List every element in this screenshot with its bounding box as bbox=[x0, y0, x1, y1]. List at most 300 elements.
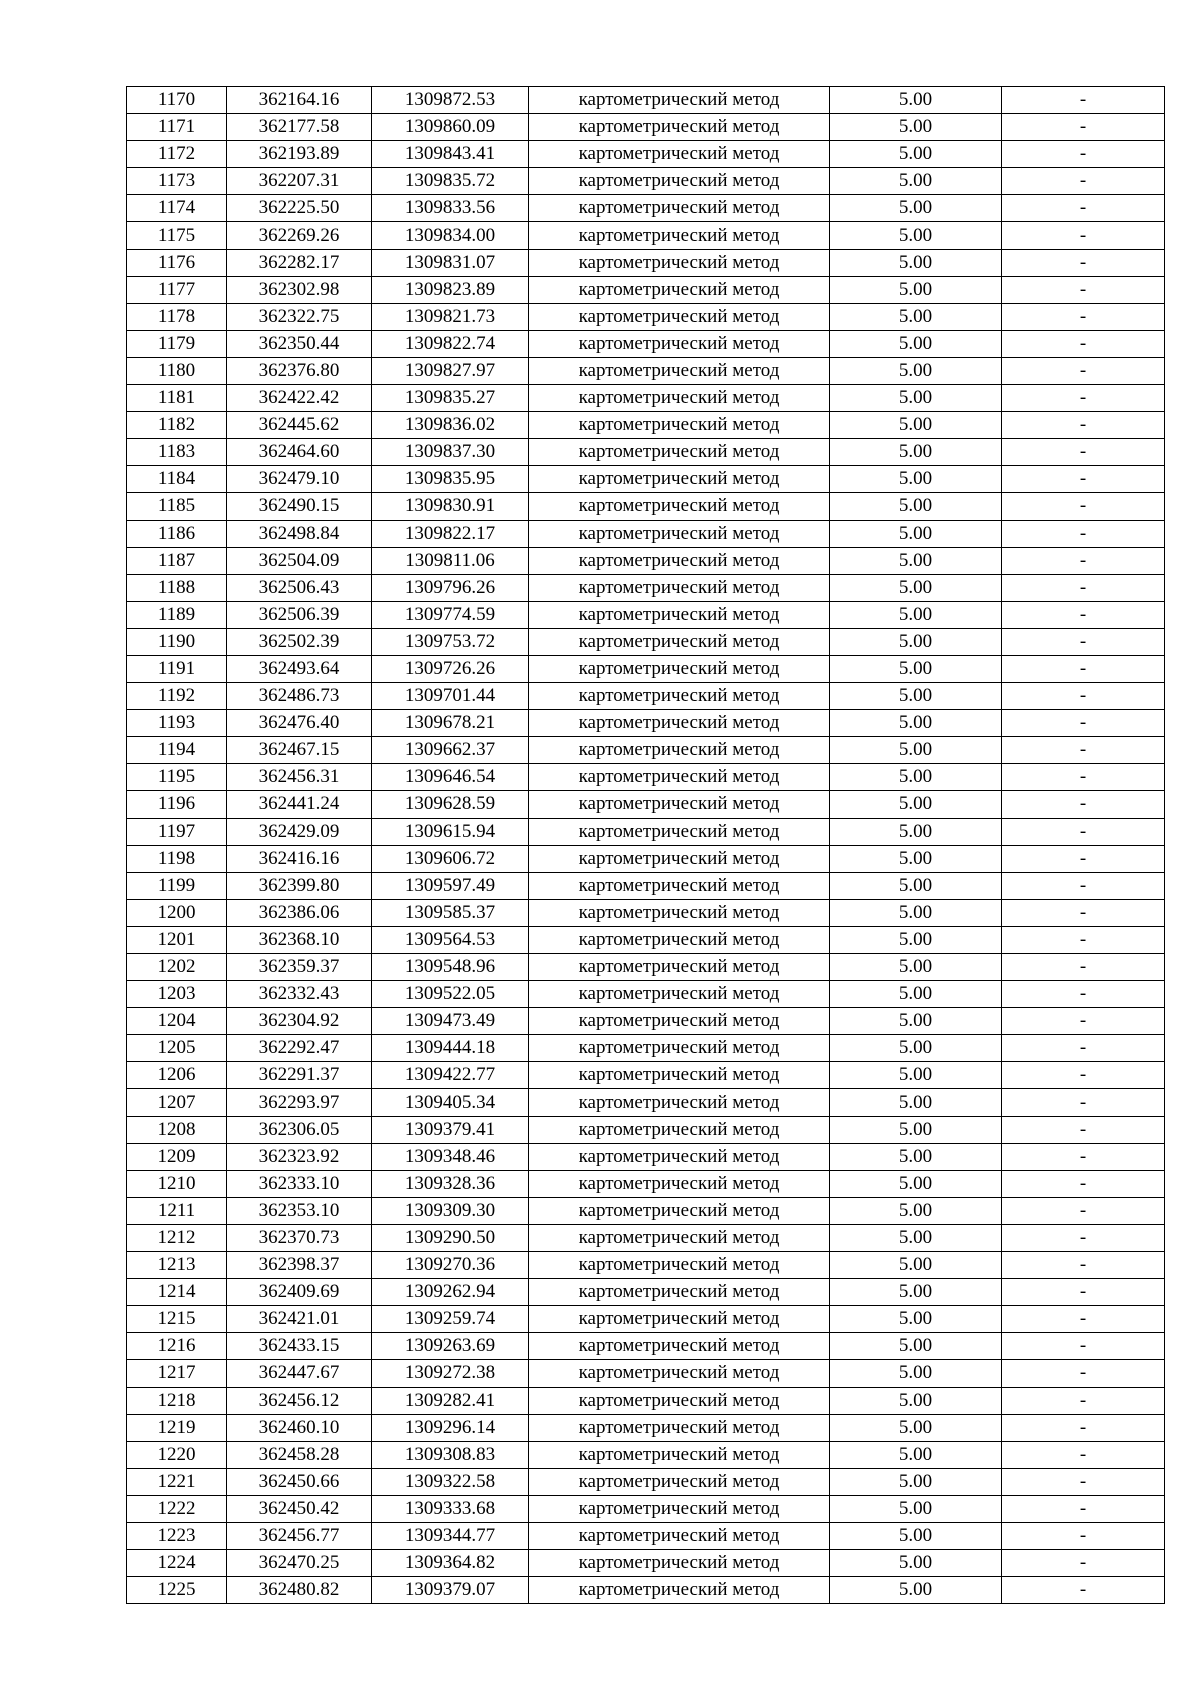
table-row bbox=[127, 87, 1165, 114]
method-cell: картометрический метод bbox=[529, 1333, 830, 1360]
method-cell: картометрический метод bbox=[529, 1116, 830, 1143]
point-number-cell: 1202 bbox=[127, 954, 227, 981]
note-cell: - bbox=[1002, 1089, 1165, 1116]
method-cell: картометрический метод bbox=[529, 385, 830, 412]
y-coordinate-cell: 1309646.54 bbox=[372, 764, 529, 791]
y-coordinate-cell: 1309830.91 bbox=[372, 493, 529, 520]
accuracy-cell: 5.00 bbox=[830, 276, 1002, 303]
note-cell: - bbox=[1002, 1224, 1165, 1251]
note-cell: - bbox=[1002, 1035, 1165, 1062]
y-coordinate-cell: 1309348.46 bbox=[372, 1143, 529, 1170]
accuracy-cell: 5.00 bbox=[830, 1008, 1002, 1035]
y-coordinate-cell: 1309833.56 bbox=[372, 195, 529, 222]
accuracy-cell: 5.00 bbox=[830, 1414, 1002, 1441]
y-coordinate-cell: 1309263.69 bbox=[372, 1333, 529, 1360]
accuracy-cell: 5.00 bbox=[830, 1252, 1002, 1279]
note-cell: - bbox=[1002, 1522, 1165, 1549]
note-cell: - bbox=[1002, 1116, 1165, 1143]
point-number-cell: 1183 bbox=[127, 439, 227, 466]
accuracy-cell: 5.00 bbox=[830, 1306, 1002, 1333]
y-coordinate-cell: 1309405.34 bbox=[372, 1089, 529, 1116]
x-coordinate-cell: 362493.64 bbox=[227, 655, 372, 682]
note-cell: - bbox=[1002, 357, 1165, 384]
method-cell: картометрический метод bbox=[529, 1062, 830, 1089]
method-cell: картометрический метод bbox=[529, 710, 830, 737]
x-coordinate-cell: 362421.01 bbox=[227, 1306, 372, 1333]
method-cell: картометрический метод bbox=[529, 845, 830, 872]
y-coordinate-cell: 1309774.59 bbox=[372, 601, 529, 628]
y-coordinate-cell: 1309628.59 bbox=[372, 791, 529, 818]
point-number-cell: 1215 bbox=[127, 1306, 227, 1333]
y-coordinate-cell: 1309860.09 bbox=[372, 114, 529, 141]
x-coordinate-cell: 362441.24 bbox=[227, 791, 372, 818]
y-coordinate-cell: 1309308.83 bbox=[372, 1441, 529, 1468]
y-coordinate-cell: 1309822.17 bbox=[372, 520, 529, 547]
accuracy-cell: 5.00 bbox=[830, 683, 1002, 710]
x-coordinate-cell: 362445.62 bbox=[227, 412, 372, 439]
x-coordinate-cell: 362370.73 bbox=[227, 1224, 372, 1251]
x-coordinate-cell: 362456.12 bbox=[227, 1387, 372, 1414]
method-cell: картометрический метод bbox=[529, 1441, 830, 1468]
x-coordinate-cell: 362450.42 bbox=[227, 1495, 372, 1522]
point-number-cell: 1192 bbox=[127, 683, 227, 710]
x-coordinate-cell: 362470.25 bbox=[227, 1550, 372, 1577]
accuracy-cell: 5.00 bbox=[830, 1387, 1002, 1414]
y-coordinate-cell: 1309606.72 bbox=[372, 845, 529, 872]
accuracy-cell: 5.00 bbox=[830, 303, 1002, 330]
x-coordinate-cell: 362480.82 bbox=[227, 1577, 372, 1604]
x-coordinate-cell: 362498.84 bbox=[227, 520, 372, 547]
method-cell: картометрический метод bbox=[529, 439, 830, 466]
accuracy-cell: 5.00 bbox=[830, 493, 1002, 520]
method-cell: картометрический метод bbox=[529, 1252, 830, 1279]
table-row bbox=[127, 818, 1165, 845]
point-number-cell: 1190 bbox=[127, 628, 227, 655]
y-coordinate-cell: 1309548.96 bbox=[372, 954, 529, 981]
accuracy-cell: 5.00 bbox=[830, 1143, 1002, 1170]
x-coordinate-cell: 362293.97 bbox=[227, 1089, 372, 1116]
method-cell: картометрический метод bbox=[529, 1577, 830, 1604]
table-row bbox=[127, 412, 1165, 439]
point-number-cell: 1208 bbox=[127, 1116, 227, 1143]
note-cell: - bbox=[1002, 195, 1165, 222]
accuracy-cell: 5.00 bbox=[830, 1116, 1002, 1143]
note-cell: - bbox=[1002, 1495, 1165, 1522]
point-number-cell: 1205 bbox=[127, 1035, 227, 1062]
method-cell: картометрический метод bbox=[529, 493, 830, 520]
table-row bbox=[127, 1441, 1165, 1468]
table-row bbox=[127, 655, 1165, 682]
accuracy-cell: 5.00 bbox=[830, 899, 1002, 926]
method-cell: картометрический метод bbox=[529, 683, 830, 710]
y-coordinate-cell: 1309522.05 bbox=[372, 981, 529, 1008]
method-cell: картометрический метод bbox=[529, 1522, 830, 1549]
method-cell: картометрический метод bbox=[529, 412, 830, 439]
table-row bbox=[127, 141, 1165, 168]
point-number-cell: 1204 bbox=[127, 1008, 227, 1035]
note-cell: - bbox=[1002, 1550, 1165, 1577]
table-row bbox=[127, 357, 1165, 384]
point-number-cell: 1172 bbox=[127, 141, 227, 168]
accuracy-cell: 5.00 bbox=[830, 1468, 1002, 1495]
accuracy-cell: 5.00 bbox=[830, 330, 1002, 357]
table-row bbox=[127, 1252, 1165, 1279]
point-number-cell: 1178 bbox=[127, 303, 227, 330]
note-cell: - bbox=[1002, 872, 1165, 899]
y-coordinate-cell: 1309444.18 bbox=[372, 1035, 529, 1062]
table-row bbox=[127, 1387, 1165, 1414]
point-number-cell: 1189 bbox=[127, 601, 227, 628]
y-coordinate-cell: 1309834.00 bbox=[372, 222, 529, 249]
accuracy-cell: 5.00 bbox=[830, 872, 1002, 899]
point-number-cell: 1209 bbox=[127, 1143, 227, 1170]
point-number-cell: 1224 bbox=[127, 1550, 227, 1577]
note-cell: - bbox=[1002, 1252, 1165, 1279]
table-row bbox=[127, 737, 1165, 764]
table-row bbox=[127, 1414, 1165, 1441]
y-coordinate-cell: 1309796.26 bbox=[372, 574, 529, 601]
accuracy-cell: 5.00 bbox=[830, 1062, 1002, 1089]
point-number-cell: 1180 bbox=[127, 357, 227, 384]
x-coordinate-cell: 362504.09 bbox=[227, 547, 372, 574]
y-coordinate-cell: 1309262.94 bbox=[372, 1279, 529, 1306]
accuracy-cell: 5.00 bbox=[830, 818, 1002, 845]
method-cell: картометрический метод bbox=[529, 1035, 830, 1062]
method-cell: картометрический метод bbox=[529, 1143, 830, 1170]
note-cell: - bbox=[1002, 1414, 1165, 1441]
method-cell: картометрический метод bbox=[529, 1306, 830, 1333]
table-row bbox=[127, 1333, 1165, 1360]
y-coordinate-cell: 1309564.53 bbox=[372, 926, 529, 953]
accuracy-cell: 5.00 bbox=[830, 249, 1002, 276]
point-number-cell: 1182 bbox=[127, 412, 227, 439]
table-row bbox=[127, 114, 1165, 141]
table-row bbox=[127, 1279, 1165, 1306]
accuracy-cell: 5.00 bbox=[830, 547, 1002, 574]
note-cell: - bbox=[1002, 737, 1165, 764]
y-coordinate-cell: 1309296.14 bbox=[372, 1414, 529, 1441]
note-cell: - bbox=[1002, 1008, 1165, 1035]
y-coordinate-cell: 1309328.36 bbox=[372, 1170, 529, 1197]
method-cell: картометрический метод bbox=[529, 466, 830, 493]
method-cell: картометрический метод bbox=[529, 655, 830, 682]
method-cell: картометрический метод bbox=[529, 899, 830, 926]
method-cell: картометрический метод bbox=[529, 87, 830, 114]
accuracy-cell: 5.00 bbox=[830, 1224, 1002, 1251]
table-row bbox=[127, 249, 1165, 276]
point-number-cell: 1207 bbox=[127, 1089, 227, 1116]
point-number-cell: 1176 bbox=[127, 249, 227, 276]
table-row bbox=[127, 601, 1165, 628]
table-row bbox=[127, 1062, 1165, 1089]
x-coordinate-cell: 362460.10 bbox=[227, 1414, 372, 1441]
accuracy-cell: 5.00 bbox=[830, 195, 1002, 222]
method-cell: картометрический метод bbox=[529, 1414, 830, 1441]
point-number-cell: 1212 bbox=[127, 1224, 227, 1251]
method-cell: картометрический метод bbox=[529, 1495, 830, 1522]
accuracy-cell: 5.00 bbox=[830, 954, 1002, 981]
x-coordinate-cell: 362269.26 bbox=[227, 222, 372, 249]
y-coordinate-cell: 1309290.50 bbox=[372, 1224, 529, 1251]
method-cell: картометрический метод bbox=[529, 1550, 830, 1577]
point-number-cell: 1211 bbox=[127, 1197, 227, 1224]
point-number-cell: 1187 bbox=[127, 547, 227, 574]
x-coordinate-cell: 362458.28 bbox=[227, 1441, 372, 1468]
y-coordinate-cell: 1309678.21 bbox=[372, 710, 529, 737]
table-row bbox=[127, 303, 1165, 330]
table-row bbox=[127, 683, 1165, 710]
y-coordinate-cell: 1309597.49 bbox=[372, 872, 529, 899]
y-coordinate-cell: 1309662.37 bbox=[372, 737, 529, 764]
y-coordinate-cell: 1309843.41 bbox=[372, 141, 529, 168]
accuracy-cell: 5.00 bbox=[830, 1170, 1002, 1197]
point-number-cell: 1206 bbox=[127, 1062, 227, 1089]
point-number-cell: 1216 bbox=[127, 1333, 227, 1360]
x-coordinate-cell: 362450.66 bbox=[227, 1468, 372, 1495]
x-coordinate-cell: 362506.43 bbox=[227, 574, 372, 601]
method-cell: картометрический метод bbox=[529, 303, 830, 330]
x-coordinate-cell: 362359.37 bbox=[227, 954, 372, 981]
x-coordinate-cell: 362164.16 bbox=[227, 87, 372, 114]
method-cell: картометрический метод bbox=[529, 249, 830, 276]
y-coordinate-cell: 1309309.30 bbox=[372, 1197, 529, 1224]
point-number-cell: 1186 bbox=[127, 520, 227, 547]
method-cell: картометрический метод bbox=[529, 791, 830, 818]
note-cell: - bbox=[1002, 1360, 1165, 1387]
point-number-cell: 1197 bbox=[127, 818, 227, 845]
y-coordinate-cell: 1309344.77 bbox=[372, 1522, 529, 1549]
x-coordinate-cell: 362464.60 bbox=[227, 439, 372, 466]
table-row bbox=[127, 276, 1165, 303]
accuracy-cell: 5.00 bbox=[830, 628, 1002, 655]
accuracy-cell: 5.00 bbox=[830, 520, 1002, 547]
y-coordinate-cell: 1309259.74 bbox=[372, 1306, 529, 1333]
y-coordinate-cell: 1309821.73 bbox=[372, 303, 529, 330]
x-coordinate-cell: 362429.09 bbox=[227, 818, 372, 845]
table-row bbox=[127, 1468, 1165, 1495]
x-coordinate-cell: 362291.37 bbox=[227, 1062, 372, 1089]
point-number-cell: 1213 bbox=[127, 1252, 227, 1279]
method-cell: картометрический метод bbox=[529, 547, 830, 574]
note-cell: - bbox=[1002, 1197, 1165, 1224]
x-coordinate-cell: 362376.80 bbox=[227, 357, 372, 384]
y-coordinate-cell: 1309811.06 bbox=[372, 547, 529, 574]
accuracy-cell: 5.00 bbox=[830, 412, 1002, 439]
y-coordinate-cell: 1309322.58 bbox=[372, 1468, 529, 1495]
y-coordinate-cell: 1309827.97 bbox=[372, 357, 529, 384]
table-row bbox=[127, 954, 1165, 981]
method-cell: картометрический метод bbox=[529, 114, 830, 141]
note-cell: - bbox=[1002, 1333, 1165, 1360]
method-cell: картометрический метод bbox=[529, 222, 830, 249]
table-row bbox=[127, 195, 1165, 222]
point-number-cell: 1191 bbox=[127, 655, 227, 682]
table-row bbox=[127, 1008, 1165, 1035]
table-row bbox=[127, 872, 1165, 899]
point-number-cell: 1198 bbox=[127, 845, 227, 872]
point-number-cell: 1200 bbox=[127, 899, 227, 926]
point-number-cell: 1195 bbox=[127, 764, 227, 791]
table-row bbox=[127, 1116, 1165, 1143]
table-row bbox=[127, 1143, 1165, 1170]
accuracy-cell: 5.00 bbox=[830, 845, 1002, 872]
point-number-cell: 1222 bbox=[127, 1495, 227, 1522]
x-coordinate-cell: 362456.77 bbox=[227, 1522, 372, 1549]
accuracy-cell: 5.00 bbox=[830, 764, 1002, 791]
accuracy-cell: 5.00 bbox=[830, 1360, 1002, 1387]
table-row bbox=[127, 1360, 1165, 1387]
point-number-cell: 1220 bbox=[127, 1441, 227, 1468]
accuracy-cell: 5.00 bbox=[830, 385, 1002, 412]
note-cell: - bbox=[1002, 412, 1165, 439]
accuracy-cell: 5.00 bbox=[830, 737, 1002, 764]
method-cell: картометрический метод bbox=[529, 1360, 830, 1387]
y-coordinate-cell: 1309422.77 bbox=[372, 1062, 529, 1089]
method-cell: картометрический метод bbox=[529, 954, 830, 981]
note-cell: - bbox=[1002, 655, 1165, 682]
x-coordinate-cell: 362193.89 bbox=[227, 141, 372, 168]
x-coordinate-cell: 362322.75 bbox=[227, 303, 372, 330]
note-cell: - bbox=[1002, 764, 1165, 791]
x-coordinate-cell: 362177.58 bbox=[227, 114, 372, 141]
x-coordinate-cell: 362323.92 bbox=[227, 1143, 372, 1170]
table-row bbox=[127, 520, 1165, 547]
note-cell: - bbox=[1002, 520, 1165, 547]
point-number-cell: 1225 bbox=[127, 1577, 227, 1604]
x-coordinate-cell: 362433.15 bbox=[227, 1333, 372, 1360]
note-cell: - bbox=[1002, 1279, 1165, 1306]
table-body bbox=[127, 87, 1165, 1604]
point-number-cell: 1173 bbox=[127, 168, 227, 195]
accuracy-cell: 5.00 bbox=[830, 1279, 1002, 1306]
y-coordinate-cell: 1309272.38 bbox=[372, 1360, 529, 1387]
point-number-cell: 1196 bbox=[127, 791, 227, 818]
table-row bbox=[127, 1522, 1165, 1549]
y-coordinate-cell: 1309836.02 bbox=[372, 412, 529, 439]
x-coordinate-cell: 362302.98 bbox=[227, 276, 372, 303]
table-row bbox=[127, 981, 1165, 1008]
method-cell: картометрический метод bbox=[529, 520, 830, 547]
x-coordinate-cell: 362306.05 bbox=[227, 1116, 372, 1143]
table-row bbox=[127, 547, 1165, 574]
note-cell: - bbox=[1002, 1170, 1165, 1197]
note-cell: - bbox=[1002, 710, 1165, 737]
table-row bbox=[127, 1197, 1165, 1224]
table-row bbox=[127, 168, 1165, 195]
table-row bbox=[127, 899, 1165, 926]
accuracy-cell: 5.00 bbox=[830, 574, 1002, 601]
point-number-cell: 1174 bbox=[127, 195, 227, 222]
table-row bbox=[127, 710, 1165, 737]
point-number-cell: 1184 bbox=[127, 466, 227, 493]
accuracy-cell: 5.00 bbox=[830, 114, 1002, 141]
table-row bbox=[127, 1577, 1165, 1604]
y-coordinate-cell: 1309333.68 bbox=[372, 1495, 529, 1522]
note-cell: - bbox=[1002, 168, 1165, 195]
x-coordinate-cell: 362422.42 bbox=[227, 385, 372, 412]
note-cell: - bbox=[1002, 1143, 1165, 1170]
point-number-cell: 1170 bbox=[127, 87, 227, 114]
x-coordinate-cell: 362476.40 bbox=[227, 710, 372, 737]
x-coordinate-cell: 362207.31 bbox=[227, 168, 372, 195]
method-cell: картометрический метод bbox=[529, 872, 830, 899]
accuracy-cell: 5.00 bbox=[830, 655, 1002, 682]
accuracy-cell: 5.00 bbox=[830, 1333, 1002, 1360]
table-row bbox=[127, 330, 1165, 357]
y-coordinate-cell: 1309615.94 bbox=[372, 818, 529, 845]
accuracy-cell: 5.00 bbox=[830, 1089, 1002, 1116]
table-row bbox=[127, 1495, 1165, 1522]
y-coordinate-cell: 1309835.95 bbox=[372, 466, 529, 493]
method-cell: картометрический метод bbox=[529, 1279, 830, 1306]
accuracy-cell: 5.00 bbox=[830, 981, 1002, 1008]
accuracy-cell: 5.00 bbox=[830, 926, 1002, 953]
y-coordinate-cell: 1309726.26 bbox=[372, 655, 529, 682]
point-number-cell: 1221 bbox=[127, 1468, 227, 1495]
point-number-cell: 1188 bbox=[127, 574, 227, 601]
accuracy-cell: 5.00 bbox=[830, 791, 1002, 818]
point-number-cell: 1217 bbox=[127, 1360, 227, 1387]
note-cell: - bbox=[1002, 899, 1165, 926]
table-row bbox=[127, 764, 1165, 791]
table-row bbox=[127, 628, 1165, 655]
method-cell: картометрический метод bbox=[529, 1468, 830, 1495]
y-coordinate-cell: 1309835.27 bbox=[372, 385, 529, 412]
x-coordinate-cell: 362506.39 bbox=[227, 601, 372, 628]
note-cell: - bbox=[1002, 222, 1165, 249]
point-number-cell: 1223 bbox=[127, 1522, 227, 1549]
note-cell: - bbox=[1002, 845, 1165, 872]
x-coordinate-cell: 362332.43 bbox=[227, 981, 372, 1008]
method-cell: картометрический метод bbox=[529, 330, 830, 357]
accuracy-cell: 5.00 bbox=[830, 1577, 1002, 1604]
point-number-cell: 1203 bbox=[127, 981, 227, 1008]
note-cell: - bbox=[1002, 791, 1165, 818]
x-coordinate-cell: 362282.17 bbox=[227, 249, 372, 276]
method-cell: картометрический метод bbox=[529, 141, 830, 168]
method-cell: картометрический метод bbox=[529, 981, 830, 1008]
y-coordinate-cell: 1309473.49 bbox=[372, 1008, 529, 1035]
point-number-cell: 1179 bbox=[127, 330, 227, 357]
point-number-cell: 1218 bbox=[127, 1387, 227, 1414]
method-cell: картометрический метод bbox=[529, 276, 830, 303]
y-coordinate-cell: 1309831.07 bbox=[372, 249, 529, 276]
method-cell: картометрический метод bbox=[529, 818, 830, 845]
point-number-cell: 1177 bbox=[127, 276, 227, 303]
x-coordinate-cell: 362353.10 bbox=[227, 1197, 372, 1224]
y-coordinate-cell: 1309585.37 bbox=[372, 899, 529, 926]
y-coordinate-cell: 1309872.53 bbox=[372, 87, 529, 114]
note-cell: - bbox=[1002, 330, 1165, 357]
note-cell: - bbox=[1002, 1468, 1165, 1495]
accuracy-cell: 5.00 bbox=[830, 439, 1002, 466]
note-cell: - bbox=[1002, 547, 1165, 574]
note-cell: - bbox=[1002, 1441, 1165, 1468]
accuracy-cell: 5.00 bbox=[830, 710, 1002, 737]
x-coordinate-cell: 362386.06 bbox=[227, 899, 372, 926]
accuracy-cell: 5.00 bbox=[830, 141, 1002, 168]
note-cell: - bbox=[1002, 276, 1165, 303]
table-row bbox=[127, 385, 1165, 412]
accuracy-cell: 5.00 bbox=[830, 87, 1002, 114]
table-row bbox=[127, 1306, 1165, 1333]
accuracy-cell: 5.00 bbox=[830, 1441, 1002, 1468]
accuracy-cell: 5.00 bbox=[830, 1550, 1002, 1577]
y-coordinate-cell: 1309823.89 bbox=[372, 276, 529, 303]
x-coordinate-cell: 362416.16 bbox=[227, 845, 372, 872]
y-coordinate-cell: 1309379.07 bbox=[372, 1577, 529, 1604]
x-coordinate-cell: 362368.10 bbox=[227, 926, 372, 953]
